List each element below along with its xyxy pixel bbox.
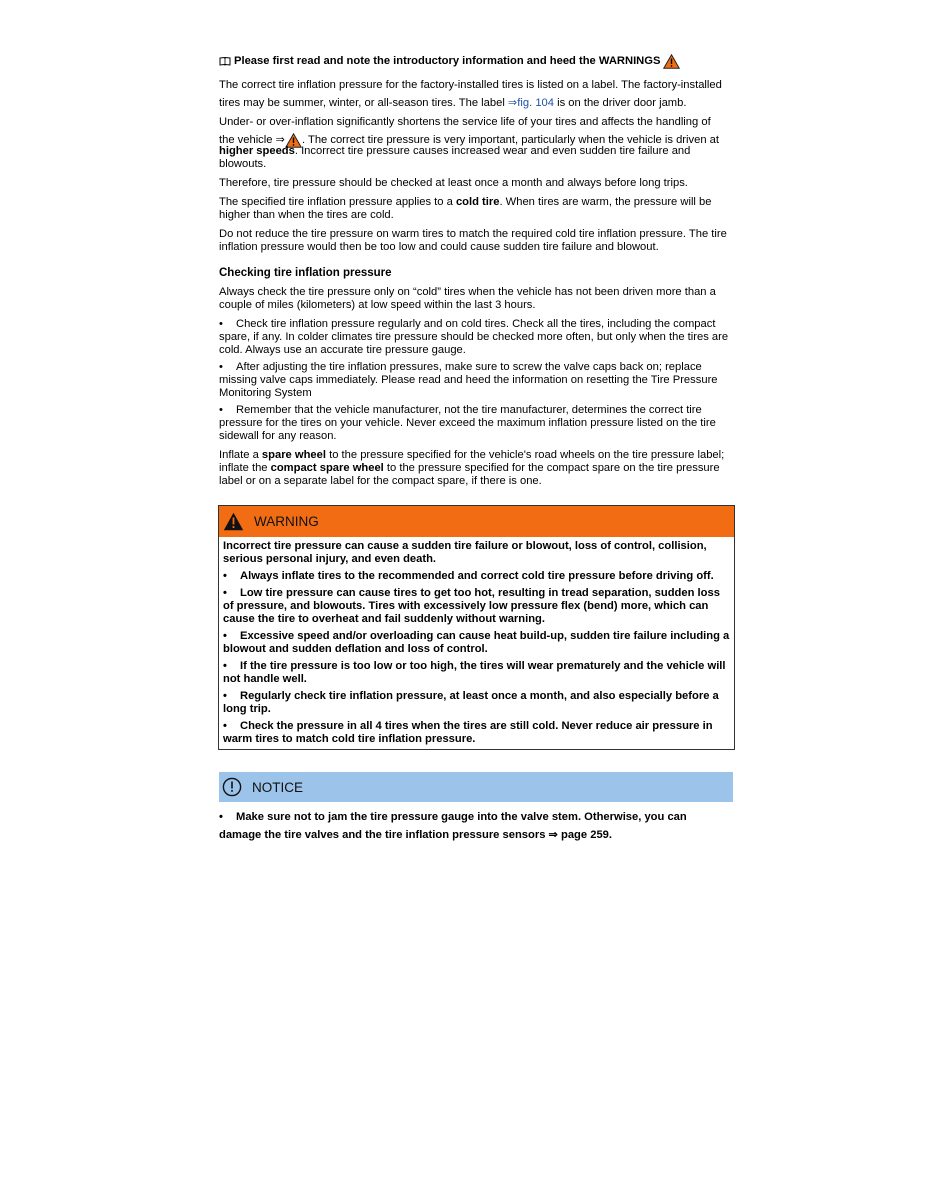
intro-p2-d: . Incorrect tire pressure causes increased wear and even sudden tire failure and blowouts. bbox=[219, 145, 691, 170]
book-icon bbox=[219, 56, 231, 66]
warning-label: WARNING bbox=[254, 514, 319, 529]
warning-item-text: Low tire pressure can cause tires to get too hot, resulting in tread separation, sudden loss of pressure, and blowouts. Tires with excessively low pressure flex (bend) more, which can cause the tire to overheat and fail suddenly without warning. bbox=[223, 587, 720, 625]
notice-text-a: Make sure not to jam the tire pressure gauge into the valve stem. Otherwise, you can bbox=[236, 811, 687, 823]
warning-item-text: Regularly check tire inflation pressure, at least once a month, and also especially before a long trip. bbox=[223, 690, 719, 715]
intro-heading-row bbox=[219, 52, 734, 70]
bullet-icon: • bbox=[219, 318, 223, 330]
intro-p1-b: tires may be summer, winter, or all-season tires. The label bbox=[219, 97, 508, 109]
checking-bullet bbox=[219, 318, 734, 357]
warning-item-text: If the tire pressure is too low or too high, the tires will wear prematurely and the vehicle will not handle well. bbox=[223, 660, 726, 685]
bullet-icon: • bbox=[223, 587, 227, 599]
bullet-icon: • bbox=[223, 570, 227, 582]
intro-paragraph-4 bbox=[219, 196, 734, 222]
checking-bullet-text: Remember that the vehicle manufacturer, not the tire manufacturer, determines the correct tire pressure for the tires on your vehicle. Never exceed the maximum inflation pressure listed on the tire sidewall for any reason. bbox=[219, 404, 716, 442]
warning-triangle-icon bbox=[663, 54, 680, 69]
bullet-icon: • bbox=[223, 660, 227, 672]
intro-p4-a: The specified tire inflation pressure applies to a bbox=[219, 196, 456, 208]
checking-p2-a: Inflate a bbox=[219, 449, 262, 461]
intro-p2-c: . The correct tire pressure is very important, particularly when the vehicle is driven at bbox=[301, 134, 719, 146]
notice-header bbox=[219, 772, 733, 802]
checking-bullet bbox=[219, 361, 734, 400]
checking-bullet-text: After adjusting the tire inflation pressures, make sure to screw the valve caps back on; replace missing valve caps immediately. Please read and heed the information on resetting the Tire Pressure Monitoring System bbox=[219, 361, 718, 399]
arrow-icon: ⇒ bbox=[507, 97, 518, 109]
warning-item bbox=[223, 630, 730, 656]
warning-item-text: Always inflate tires to the recommended and correct cold tire pressure before driving off. bbox=[240, 570, 714, 582]
warning-item-text: Excessive speed and/or overloading can cause heat build-up, sudden tire failure including a blowout and sudden deflation and loss of control. bbox=[223, 630, 730, 655]
checking-paragraph-1: Always check the tire pressure only on “cold” tires when the vehicle has not been driven more than a couple of miles (kilometers) at low speed within the last 3 hours. bbox=[219, 286, 716, 311]
checking-p2-b: to the pressure specified for the vehicle's road wheels on the tire pressure label; inflate the bbox=[219, 449, 725, 474]
checking-bullet-text: Check tire inflation pressure regularly and on cold tires. Check all the tires, including the compact spare, if any. In colder climates tire pressure should be checked more often, but only when the tires are cold. Always use an accurate tire pressure gauge. bbox=[219, 318, 729, 356]
compact-spare-wheel-text: compact spare wheel bbox=[270, 462, 384, 474]
notice-label: NOTICE bbox=[252, 779, 304, 795]
higher-speeds-text: higher speeds bbox=[219, 145, 295, 157]
warning-item bbox=[223, 720, 730, 746]
warning-item-text: Check the pressure in all 4 tires when the tires are still cold. Never reduce air pressure in warm tires to match cold tire inflation pressure. bbox=[223, 720, 713, 745]
warning-item bbox=[223, 587, 730, 626]
fig-104-link[interactable]: fig. 104 bbox=[517, 97, 554, 109]
notice-box bbox=[219, 772, 733, 844]
bullet-icon: • bbox=[223, 630, 227, 642]
intro-p2-a: Under- or over-inflation significantly shortens the service life of your tires and affects the handling of bbox=[219, 116, 711, 128]
checking-heading: Checking tire inflation pressure bbox=[219, 267, 392, 279]
intro-p4-b: . When tires are warm, the pressure will be higher than when the tires are cold. bbox=[219, 196, 712, 221]
bullet-icon: • bbox=[219, 811, 223, 823]
cold-tire-text: cold tire bbox=[455, 196, 500, 208]
intro-p1-a: The correct tire inflation pressure for the factory-installed tires is listed on a label. The factory-installed bbox=[219, 79, 722, 91]
intro-paragraph-2-cont bbox=[219, 145, 734, 171]
intro-paragraph-5: Do not reduce the tire pressure on warm tires to match the required cold tire inflation pressure. The tire inflation pressure would then be too low and could cause sudden tire failure and blowout. bbox=[219, 228, 727, 253]
warning-header bbox=[219, 506, 734, 537]
intro-paragraph-2 bbox=[219, 113, 734, 149]
intro-heading: Please first read and note the introductory information and heed the WARNINGS bbox=[234, 54, 661, 67]
intro-p2-b: the vehicle ⇒ bbox=[219, 134, 285, 146]
bullet-icon: • bbox=[223, 720, 227, 732]
warning-intro: Incorrect tire pressure can cause a sudden tire failure or blowout, loss of control, collision, serious personal injury, and even death. bbox=[223, 540, 707, 565]
warning-item bbox=[223, 570, 730, 583]
exclamation-circle-icon bbox=[222, 777, 242, 797]
bullet-icon: • bbox=[219, 361, 223, 373]
intro-paragraph-3: Therefore, tire pressure should be checked at least once a month and always before long trips. bbox=[219, 177, 688, 189]
warning-item bbox=[223, 690, 730, 716]
checking-paragraph-2 bbox=[219, 449, 734, 488]
checking-bullet bbox=[219, 404, 734, 443]
intro-paragraph-1 bbox=[219, 76, 734, 112]
checking-p2-c: to the pressure specified for the compact spare on the tire pressure label or on a separate label for the compact spare, if there is one. bbox=[219, 462, 720, 487]
notice-body bbox=[219, 808, 733, 844]
warning-item bbox=[223, 660, 730, 686]
spare-wheel-text: spare wheel bbox=[261, 449, 326, 461]
bullet-icon: • bbox=[223, 690, 227, 702]
intro-section bbox=[219, 52, 734, 488]
bullet-icon: • bbox=[219, 404, 223, 416]
warning-triangle-icon bbox=[223, 512, 244, 531]
warning-body bbox=[219, 537, 734, 749]
notice-text-b: damage the tire valves and the tire inflation pressure sensors ⇒ page 259. bbox=[219, 829, 612, 841]
intro-p1-c: is on the driver door jamb. bbox=[554, 97, 687, 109]
warning-box bbox=[218, 505, 735, 750]
